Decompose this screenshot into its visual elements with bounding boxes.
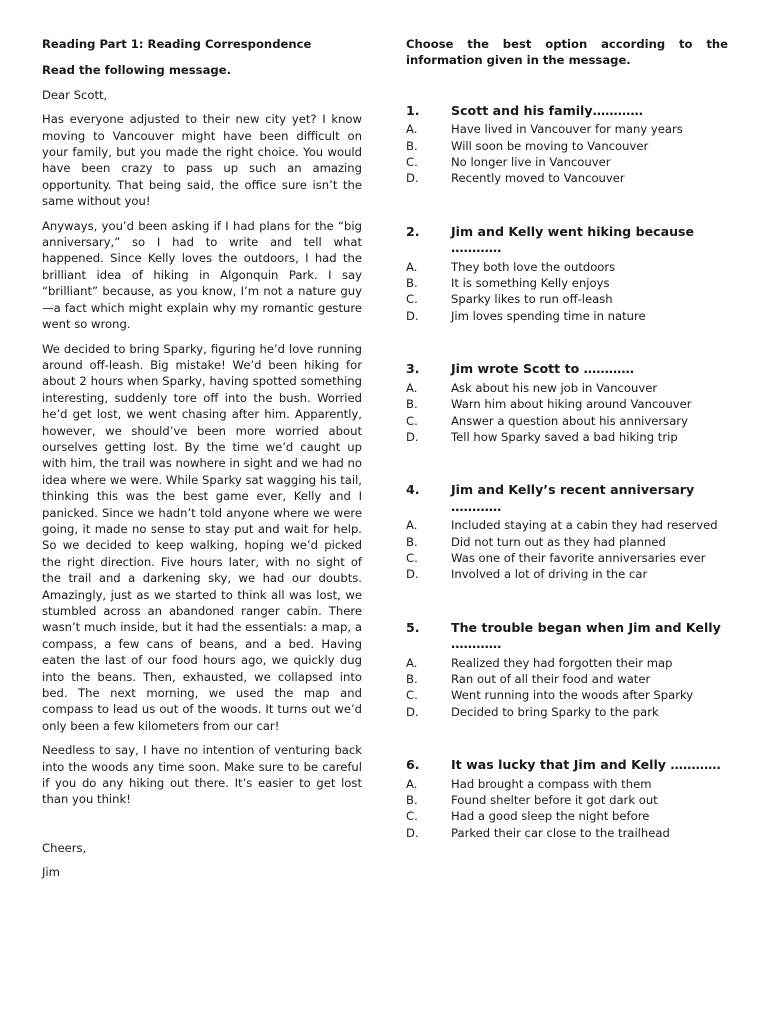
question-stem: It was lucky that Jim and Kelly ………… [451, 757, 721, 773]
option-text: Had brought a compass with them [451, 776, 652, 791]
option-text: Had a good sleep the night before [451, 809, 650, 824]
option-text: Realized they had forgotten their map [451, 655, 673, 670]
question-number: 1. [406, 102, 420, 118]
option-text: Answer a question about his anniversary [451, 413, 688, 428]
letter-closing: Cheers, [42, 840, 87, 855]
option-letter: C. [406, 292, 418, 307]
question-2 [406, 224, 728, 324]
question-header [406, 757, 728, 773]
answer-option-a[interactable] [406, 121, 728, 137]
question-number: 5. [406, 619, 420, 635]
page-title: Reading Part 1: Reading Correspondence [42, 37, 312, 51]
option-text: Have lived in Vancouver for many years [451, 122, 683, 137]
option-text: Ran out of all their food and water [451, 671, 651, 686]
question-stem: Jim wrote Scott to ………… [451, 361, 634, 377]
option-letter: A. [406, 655, 418, 670]
answer-option-c[interactable] [406, 154, 728, 170]
option-letter: A. [406, 122, 418, 137]
option-text: Went running into the woods after Sparky [451, 688, 694, 703]
question-header [406, 620, 728, 653]
option-text: It is something Kelly enjoys [451, 276, 610, 291]
option-text: Involved a lot of driving in the car [451, 567, 648, 582]
letter-paragraph-3: We decided to bring Sparky, figuring he’d love running around off-leash. Big mistake! We’d been hiking for about 2 hours when Sparky, having spotted something interesting, suddenly tore off into the bush. Worried he’d get lost, we went chasing after him. Apparently, however, we should’ve been more worried about ourselves getting lost. By the time we’d caught up with him, the trail was nowhere in sight and we had no idea where we were. While Sparky sat wagging his tail, thinking this was the best game ever, Kelly and I panicked. Since we hadn’t told anyone where we were going, it made no sense to stay put and wait for help. So we decided to keep walking, hoping we’d picked the right direction. Five hours later, with no sight of the trail and a darkening sky, we had our doubts. Amazingly, just as we started to think all was lost, we stumbled across an abandoned ranger cabin. There wasn’t much inside, but it had the essentials: a map, a compass, a few cans of beans, and a bed. Having eaten the last of our food hours ago, we quickly dug into the beans. Then, exhausted, we collapsed into bed. The next morning, we used the map and compass to lead us out of the woods. It turns out we’d only been a few kilometers from our car! [42, 341, 362, 733]
letter-paragraph-1: Has everyone adjusted to their new city yet? I know moving to Vancouver might have been difficult on your family, but you made the right choice. You would have been crazy to pass up such an amazing opportunity. That being said, the office sure isn’t the same without you! [42, 112, 362, 209]
option-letter: B. [406, 397, 418, 412]
question-header [406, 482, 728, 515]
question-stem: The trouble began when Jim and Kelly ………… [451, 619, 721, 652]
question-1 [406, 103, 728, 187]
answer-option-b[interactable] [406, 792, 728, 808]
message-column [42, 36, 362, 881]
option-letter: A. [406, 518, 418, 533]
question-stem: Jim and Kelly went hiking because ………… [451, 223, 695, 256]
letter-signature: Jim [42, 865, 60, 880]
question-3 [406, 361, 728, 445]
option-letter: D. [406, 171, 419, 186]
option-letter: D. [406, 704, 419, 719]
answer-option-c[interactable] [406, 413, 728, 429]
answer-option-d[interactable] [406, 704, 728, 720]
option-letter: C. [406, 809, 418, 824]
question-5 [406, 620, 728, 720]
question-6 [406, 757, 728, 841]
option-text: Was one of their favorite anniversaries ever [451, 550, 706, 565]
answer-option-a[interactable] [406, 380, 728, 396]
question-stem: Jim and Kelly’s recent anniversary ………… [451, 482, 695, 514]
answer-option-a[interactable] [406, 259, 728, 275]
answer-option-b[interactable] [406, 534, 728, 550]
answer-option-a[interactable] [406, 655, 728, 671]
option-text: Sparky likes to run off-leash [451, 292, 613, 307]
option-letter: C. [406, 413, 418, 428]
option-letter: C. [406, 688, 418, 703]
question-header [406, 361, 728, 377]
option-text: Tell how Sparky saved a bad hiking trip [451, 429, 678, 444]
option-text: Decided to bring Sparky to the park [451, 704, 659, 719]
answer-option-c[interactable] [406, 808, 728, 824]
option-letter: A. [406, 259, 418, 274]
answer-option-c[interactable] [406, 687, 728, 703]
answer-option-a[interactable] [406, 776, 728, 792]
question-header [406, 224, 728, 257]
answer-option-d[interactable] [406, 566, 728, 582]
answer-option-d[interactable] [406, 429, 728, 445]
option-text: Ask about his new job in Vancouver [451, 380, 658, 395]
answer-option-d[interactable] [406, 308, 728, 324]
option-letter: D. [406, 567, 419, 582]
option-text: Parked their car close to the trailhead [451, 825, 670, 840]
option-letter: A. [406, 776, 418, 791]
option-text: They both love the outdoors [451, 259, 616, 274]
option-letter: B. [406, 138, 418, 153]
option-text: Found shelter before it got dark out [451, 793, 658, 807]
answer-option-c[interactable] [406, 291, 728, 307]
answer-option-b[interactable] [406, 275, 728, 291]
read-instruction: Read the following message. [42, 63, 231, 78]
option-text: No longer live in Vancouver [451, 155, 611, 170]
question-number: 3. [406, 361, 420, 377]
answer-option-d[interactable] [406, 825, 728, 841]
option-letter: C. [406, 155, 418, 170]
option-text: Warn him about hiking around Vancouver [451, 397, 692, 412]
answer-option-b[interactable] [406, 138, 728, 154]
option-letter: D. [406, 429, 419, 444]
letter-greeting: Dear Scott, [42, 87, 108, 102]
letter-paragraph-4: Needless to say, I have no intention of venturing back into the woods any time soon. Make sure to be careful if you do any hiking out there. It’s easier to get lost than you think! [42, 743, 362, 807]
question-number: 4. [406, 482, 420, 498]
option-text: Included staying at a cabin they had reserved [451, 518, 718, 533]
option-text: Did not turn out as they had planned [451, 534, 666, 549]
question-stem: Scott and his family………… [451, 102, 643, 118]
questions-instruction: Choose the best option according to the information given in the message. [406, 37, 728, 68]
option-text: Jim loves spending time in nature [451, 308, 646, 323]
option-letter: B. [406, 534, 418, 549]
option-letter: D. [406, 308, 419, 323]
question-number: 2. [406, 223, 420, 239]
option-letter: A. [406, 380, 418, 395]
letter-paragraph-2: Anyways, you’d been asking if I had plans for the “big anniversary,” so I had to write and tell what happened. Since Kelly loves the outdoors, I had the brilliant idea of hiking in Algonquin Park. I say “brilliant” because, as you know, I’m not a nature guy—a fact which might explain why my romantic gesture went so wrong. [42, 218, 362, 332]
question-header [406, 103, 728, 119]
option-text: Recently moved to Vancouver [451, 171, 625, 186]
option-letter: D. [406, 825, 419, 840]
option-letter: C. [406, 550, 418, 565]
option-letter: B. [406, 276, 418, 291]
answer-option-a[interactable] [406, 517, 728, 533]
option-text: Will soon be moving to Vancouver [451, 138, 649, 153]
answer-option-b[interactable] [406, 396, 728, 412]
answer-option-d[interactable] [406, 170, 728, 186]
question-4 [406, 482, 728, 582]
answer-option-b[interactable] [406, 671, 728, 687]
questions-column [406, 36, 728, 878]
answer-option-c[interactable] [406, 550, 728, 566]
option-letter: B. [406, 793, 418, 807]
question-number: 6. [406, 757, 420, 773]
option-letter: B. [406, 671, 418, 686]
